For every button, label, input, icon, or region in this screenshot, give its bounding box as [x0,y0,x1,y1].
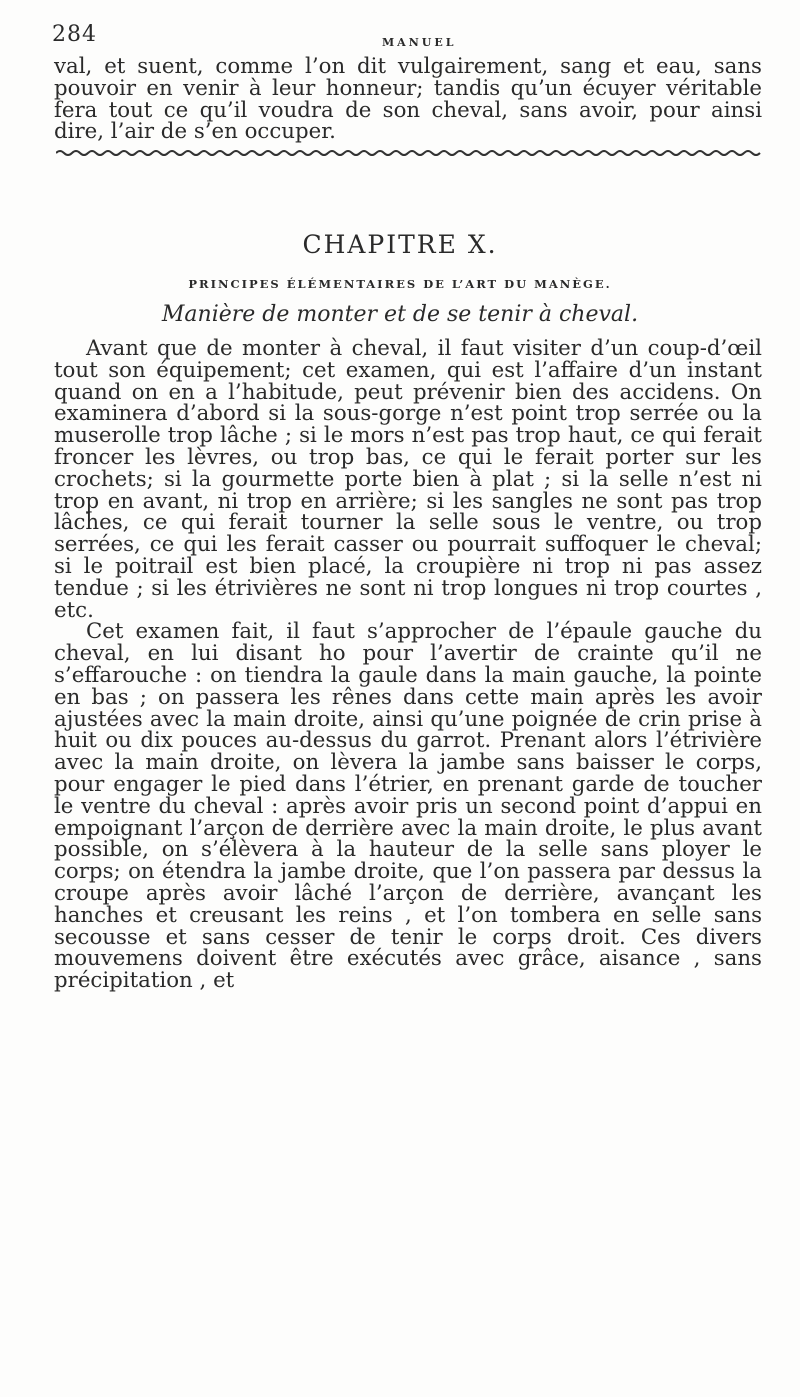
chapter-title: CHAPITRE X. [302,230,498,259]
chapter-heading: Manière de monter et de se tenir à cheval. [161,302,639,327]
paragraph-2: Cet examen fait, il faut s’approcher de l’épaule gauche du cheval, en lui disant ho pour l’avertir de crainte qu’il ne s’effarouche : on tiendra la gaule dans la main gauche, la pointe en bas ; on passera les rênes dans cette main après les avoir ajustées avec la main droite, ainsi qu’une poignée de crin prise à huit ou dix pouces au-dessus du garrot. Prenant alors l’étrivière avec la main droite, on lèvera la jambe sans baisser le corps, pour engager le pied dans l’étrier, en prenant garde de toucher le ventre du cheval : après avoir pris un second point d’appui en empoignant l’arçon de derrière avec la main droite, le plus avant possible, on s’élèvera à la hauteur de la selle sans ployer le corps; on étendra la jambe droite, que l’on passera par dessus la croupe après avoir lâché l’arçon de derrière, avançant les hanches et creusant les reins , et l’on tombera en selle sans secousse et sans cesser de tenir le corps droit. Ces divers mouvemens doivent être exécutés avec grâce, aisance , sans précipitation , et [54,619,762,994]
running-head: MANUEL [382,36,457,49]
paragraph-text: val, et suent, comme l’on dit vulgairement, sang et eau, sans pouvoir en venir à leur honneur; tandis qu’un écuyer véritable fera tout ce qu’il voudra de son cheval, sans avoir, pour ainsi dire, l’air de s’en occuper. [54,54,762,145]
page-header [52,22,752,49]
continued-paragraph [54,56,762,143]
chapter-body [54,338,762,992]
chapter-subtitle: PRINCIPES ÉLÉMENTAIRES DE L’ART DU MANÈGE. [188,277,612,291]
paragraph-1: Avant que de monter à cheval, il faut visiter d’un coup-d’œil tout son équipement; cet examen, qui est l’affaire d’un instant quand on en a l’habitude, peut prévenir bien des accidens. On examinera d’abord si la sous-gorge n’est point trop serrée ou la muserolle trop lâche ; si le mors n’est pas trop haut, ce qui ferait froncer les lèvres, ou trop bas, ce qui le ferait porter sur les crochets; si la gourmette porte bien à plat ; si la selle n’est ni trop en avant, ni trop en arrière; si les sangles ne sont pas trop lâches, ce qui ferait tourner la selle sous le ventre, ou trop serrées, ce qui les ferait casser ou pourrait suffoquer le cheval; si le poitrail est bien placé, la croupière ni trop ni pas assez tendue ; si les étrivières ne sont ni trop longues ni trop courtes , etc. [54,336,762,623]
page-number: 284 [52,22,97,47]
ornamental-separator [56,148,762,158]
